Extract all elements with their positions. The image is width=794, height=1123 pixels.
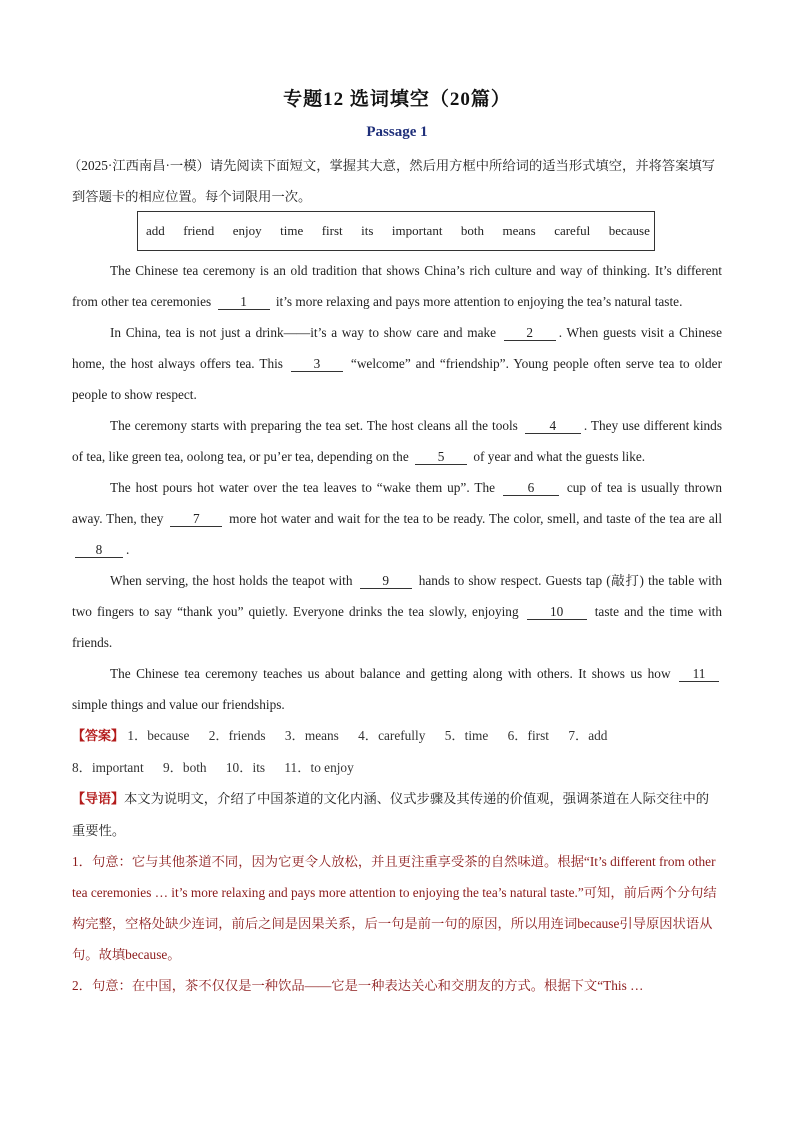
answer-item: 8．important xyxy=(72,760,144,775)
paragraph-4: The host pours hot water over the tea leaves to “wake them up”. The 6 cup of tea is usually thrown away. Then, they 7 more hot water and wait for the tea to be ready. The color, smell, and taste of the tea are all 8 . xyxy=(72,480,723,557)
blank-1: 1 xyxy=(218,295,270,310)
paragraph-2: In China, tea is not just a drink——it’s a way to show care and make 2 . When guests visit a Chinese home, the host always offers tea. This 3 “welcome” and “friendship”. Young people often serve tea to older people to show respect. xyxy=(72,325,722,402)
blank-10: 10 xyxy=(527,605,587,620)
answer-item: 2．friends xyxy=(208,728,266,743)
blank-4: 4 xyxy=(525,419,581,434)
word-option: add xyxy=(146,223,165,238)
blank-7: 7 xyxy=(170,512,222,527)
word-option: first xyxy=(321,223,343,238)
answer-item: 7．add xyxy=(568,728,608,743)
blank-3: 3 xyxy=(291,357,343,372)
passage-title: Passage 1 xyxy=(366,124,428,140)
answer-item: 9．both xyxy=(162,760,207,775)
passage-body xyxy=(72,255,722,1001)
paragraph-1: The Chinese tea ceremony is an old tradition that shows China’s rich culture and way of thinking. It’s different from other tea ceremonies 1 it’s more relaxing and pays more attention to enjoying the tea’s natural taste. xyxy=(72,263,722,309)
analysis-item-2: 2．句意：在中国，茶不仅仅是一种饮品——它是一种表达关心和交朋友的方式。根据下文“This … xyxy=(72,978,644,993)
answer-item: 3．means xyxy=(284,728,339,743)
analysis-item-1: 1．句意：它与其他茶道不同，因为它更令人放松，并且更注重享受茶的自然味道。根据“It’s different from other tea ceremonies … it’s more relaxing and pays more attention to enjoying the tea’s natural taste.”可知，前后两个分句结构完整，空格处缺少连词，前后之间是因果关系，后一句是前一句的原因，所以用连词because引导原因状语从句。故填because。 xyxy=(72,854,717,962)
blank-5: 5 xyxy=(415,450,467,465)
word-option: enjoy xyxy=(232,223,262,238)
word-option: careful xyxy=(554,223,591,238)
answer-section xyxy=(72,720,722,783)
blank-8: 8 xyxy=(75,543,123,558)
blank-2: 2 xyxy=(504,326,556,341)
guide-label: 【导语】 xyxy=(72,792,125,807)
answer-item: 6．first xyxy=(507,728,549,743)
word-option: time xyxy=(280,223,304,238)
paragraph-6: The Chinese tea ceremony teaches us about balance and getting along with others. It shows us how 11 simple things and value our friendships. xyxy=(72,658,722,720)
answer-item: 5．time xyxy=(444,728,489,743)
answer-label: 【答案】 xyxy=(72,729,125,744)
paragraph-3: The ceremony starts with preparing the tea set. The host cleans all the tools 4 . They use different kinds of tea, like green tea, oolong tea, or pu’er tea, depending on the 5 of year and what the guests like. xyxy=(72,418,722,464)
guide-section xyxy=(72,783,722,846)
word-option: friend xyxy=(183,223,215,238)
answer-item: 1．because xyxy=(127,728,190,743)
answer-item: 10．its xyxy=(225,760,266,775)
blank-6: 6 xyxy=(503,481,559,496)
blank-11: 11 xyxy=(679,667,719,682)
guide-text: 本文为说明文，介绍了中国茶道的文化内涵、仪式步骤及其传递的价值观，强调茶道在人际交往中的重要性。 xyxy=(72,791,710,838)
word-option: both xyxy=(460,223,485,238)
word-option: means xyxy=(502,223,536,238)
word-option: because xyxy=(608,223,650,238)
instructions: （2025·江西南昌·一模）请先阅读下面短文，掌握其大意，然后用方框中所给词的适当形式填空，并将答案填写到答题卡的相应位置。每个词限用一次。 xyxy=(68,158,716,204)
word-option: its xyxy=(361,223,374,238)
blank-9: 9 xyxy=(360,574,412,589)
page-title: 专题12 选词填空（20篇） xyxy=(283,89,511,110)
word-option: important xyxy=(391,223,443,238)
answer-item: 4．carefully xyxy=(358,728,426,743)
paragraph-5: When serving, the host holds the teapot with 9 hands to show respect. Guests tap (敲打) the table with two fingers to say “thank you” quietly. Everyone drinks the tea slowly, enjoying 10 taste and the time with friends. xyxy=(72,573,723,650)
word-box xyxy=(137,211,655,251)
answer-item: 11．to enjoy xyxy=(284,760,354,775)
